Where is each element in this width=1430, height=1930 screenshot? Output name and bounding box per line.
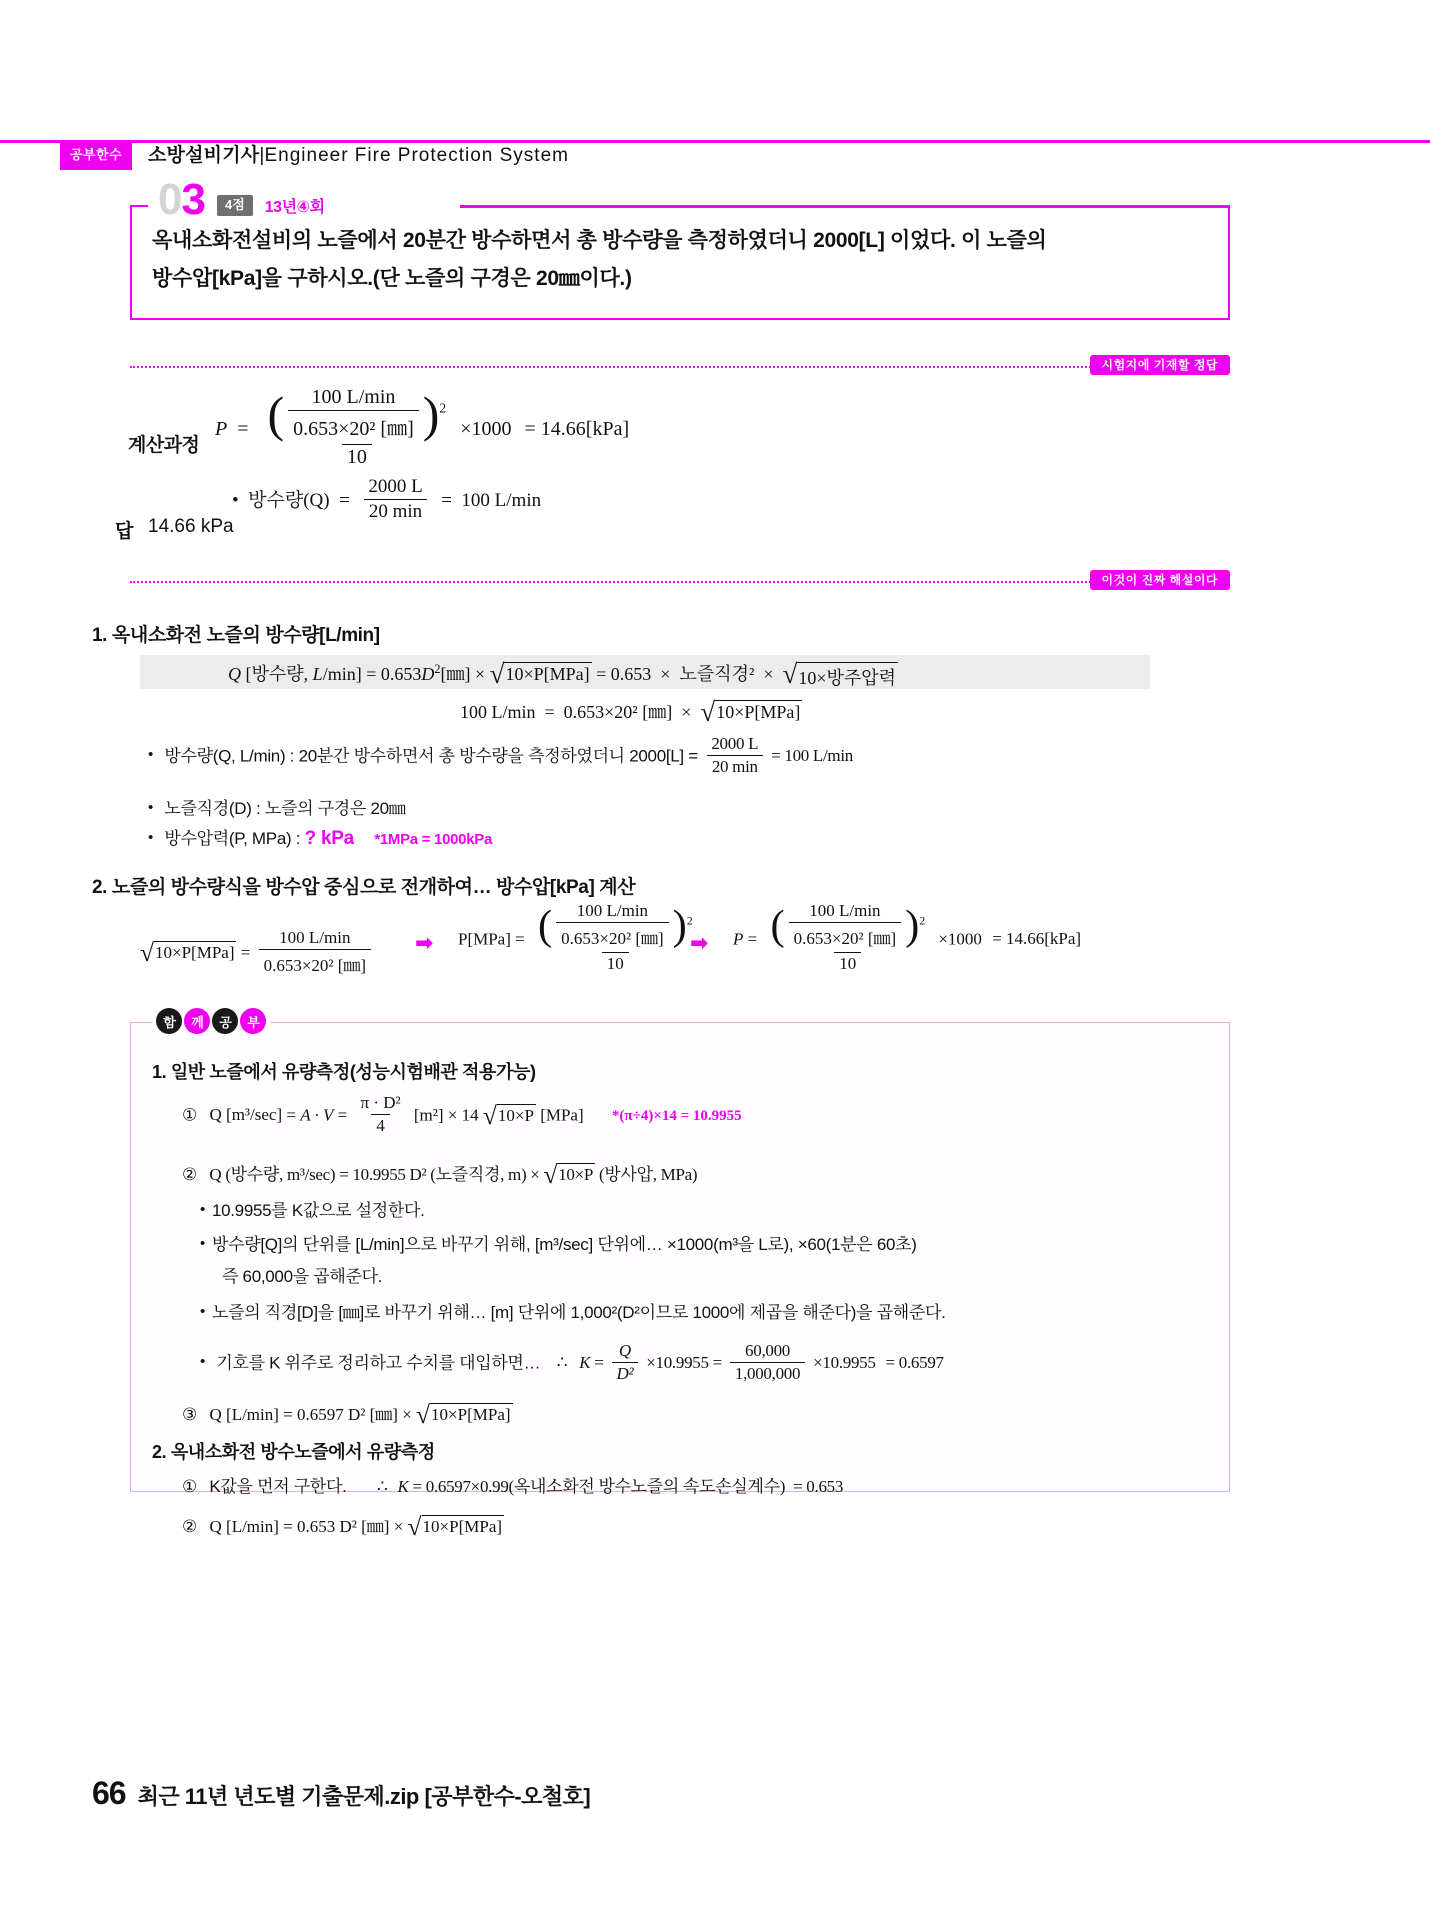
flow-numerator: 2000 L <box>368 476 423 497</box>
sc-rparen: ) <box>905 902 920 950</box>
year-badge: 13년④회 <box>264 199 325 216</box>
sl3-eq: = <box>283 1405 293 1424</box>
sc-den: 10 <box>834 952 861 974</box>
study-item-2-title: 2. 옥내소화전 방수노즐에서 유량측정 <box>152 1442 435 1462</box>
sl1-note: *(π÷4)×14 = 10.9955 <box>611 1108 742 1125</box>
sl3-times: × <box>402 1405 412 1424</box>
question-rule-left <box>130 205 148 207</box>
bf-sup: 2 <box>434 662 441 676</box>
bf-rtimes2: × <box>758 664 779 684</box>
sl5-lhs: Q [L/min] <box>209 1517 279 1536</box>
main-formula <box>215 385 630 471</box>
flow-result: 100 L/min <box>461 489 542 511</box>
answer-label: 답 <box>115 521 134 542</box>
bf-coef: 0.653 <box>380 664 422 684</box>
explanation-divider <box>130 570 1230 594</box>
sl1-eq1: = <box>286 1105 296 1125</box>
study-line-4 <box>182 1472 843 1497</box>
question-number-group <box>152 175 331 224</box>
bf-eq2: = <box>596 664 607 684</box>
bullet-3-highlight: ? kPa <box>304 828 354 849</box>
equals-sign: = <box>232 418 254 441</box>
bullet-flow-rate <box>148 736 853 779</box>
sl1-lhs: Q [m³/sec] <box>209 1105 283 1125</box>
bullet-1-fraction <box>702 734 853 776</box>
bf-sqrt2 <box>782 658 899 690</box>
bf-radicand: 10×P[MPa] <box>504 662 591 689</box>
sl2-text: Q (방수량, m³/sec) = 10.9955 D² (노즐직경, m) × <box>209 1165 540 1184</box>
kf-num: Q <box>618 1341 631 1360</box>
b1-num: 2000 L <box>711 734 759 753</box>
dotted-rule <box>130 366 1230 368</box>
sl1-radicand: 10×P <box>497 1104 536 1130</box>
kf-frac2 <box>730 1341 805 1384</box>
study-sub-bullet-3: 즉 60,000을 곱해준다. <box>222 1267 383 1286</box>
title-separator: | <box>259 145 265 166</box>
formula-result: = 14.66[kPa] <box>524 418 630 441</box>
sl4-eq: = <box>412 1477 422 1496</box>
sl2-body <box>209 1160 698 1190</box>
sc-lhs: P <box>733 929 744 949</box>
sc-inner-num: 100 L/min <box>809 901 881 920</box>
sl3-lhs: Q [L/min] <box>209 1405 279 1424</box>
sub-coef: 0.653×20² <box>563 702 638 722</box>
sl4-marker: ① <box>182 1477 197 1496</box>
flow-rate-label: 방수량(Q) <box>248 489 330 511</box>
calc-process-label: 계산과정 <box>128 435 200 456</box>
sb5-text: 기호를 K 위주로 정리하고 수치를 대입하면… <box>216 1353 541 1373</box>
step-b-formula <box>458 901 702 976</box>
sc-eq: = <box>747 929 758 949</box>
page-footer <box>92 1775 590 1812</box>
sc-result: = 14.66[kPa] <box>992 929 1082 949</box>
main-fraction <box>263 385 452 469</box>
study-item-1-title: 1. 일반 노즐에서 유량측정(성능시험배관 적용가능) <box>152 1062 536 1082</box>
bf-rcoef: 0.653 <box>610 664 652 684</box>
flow-equals-2: = <box>436 489 457 511</box>
sb-eq: = <box>515 929 525 949</box>
sl2-radicand: 10×P <box>557 1163 595 1189</box>
sl5-radicand: 10×P[MPa] <box>422 1515 504 1541</box>
substituted-formula <box>460 698 802 727</box>
left-paren: ( <box>267 385 285 442</box>
sl3-marker: ③ <box>182 1405 198 1424</box>
kf-prefix: ∴ <box>556 1353 568 1373</box>
sc-lparen: ( <box>770 902 785 950</box>
sb-rparen: ) <box>672 902 687 950</box>
sl4-prefix: ∴ <box>377 1477 388 1496</box>
study-line-5 <box>182 1512 504 1541</box>
sl3-radicand: 10×P[MPa] <box>430 1403 512 1429</box>
study-sub-bullet-2: • 방수량[Q]의 단위를 [L/min]으로 바꾸기 위해, [m³/sec] 단위에… ×1000(m³을 L로), ×60(1분은 60초) <box>200 1230 917 1255</box>
publisher-tag: 공부한수 <box>60 140 132 170</box>
bullet-1-text: : 20분간 방수하면서 총 방수량을 측정하였더니 2000[L] = <box>289 746 698 766</box>
sub-radicand: 10×P[MPa] <box>715 700 802 727</box>
sl5-marker: ② <box>182 1517 198 1536</box>
radical-sign-6: √ <box>543 1160 558 1190</box>
flow-fraction <box>363 476 427 523</box>
study-sub-bullet-1: • 10.9955를 K값으로 설정한다. <box>200 1196 425 1221</box>
sub-eq: = <box>540 702 560 722</box>
inner-numerator: 100 L/min <box>311 386 396 408</box>
sa-num: 100 L/min <box>279 928 351 947</box>
sub-lhs: 100 L/min <box>460 702 536 722</box>
inner-denominator: 0.653×20² [㎜] <box>288 410 419 441</box>
radical-sign-7: √ <box>416 1400 431 1430</box>
study-tab-3: 공 <box>212 1008 238 1034</box>
kf-eq2: = <box>712 1353 722 1373</box>
flow-rate-formula <box>232 478 541 525</box>
sl3-coef: 0.6597 D² <box>297 1405 366 1424</box>
study-tab-4: 부 <box>240 1008 266 1034</box>
flow-equals: = <box>334 489 355 511</box>
kf-num2: 60,000 <box>745 1341 790 1360</box>
bf-q: Q <box>228 664 241 684</box>
b1-den: 20 min <box>707 755 763 777</box>
bf-left-text: [방수량, L/min] <box>241 664 362 684</box>
question-text <box>152 222 1202 298</box>
sc-inner-frac <box>789 901 902 949</box>
bf-unit: [㎜] <box>440 664 471 684</box>
flow-denominator: 20 min <box>364 499 427 523</box>
sl4-lhs: K <box>397 1477 409 1496</box>
sb-den: 10 <box>602 952 629 974</box>
right-paren: ) <box>422 385 440 442</box>
title-korean: 소방설비기사 <box>148 145 260 166</box>
sc-sup: 2 <box>919 914 926 928</box>
answer-value: 14.66 kPa <box>148 516 234 537</box>
sc-mult: ×1000 <box>938 929 982 949</box>
sb-frac <box>533 903 698 974</box>
bf-var: D <box>421 664 435 684</box>
bf-times: × <box>474 664 486 684</box>
page-header <box>0 140 1430 172</box>
sb-num <box>533 903 698 952</box>
k-formula <box>556 1341 944 1383</box>
arrow-2-icon: ➡ <box>690 930 709 955</box>
sl4-expr: 0.6597×0.99(옥내소화전 방수노즐의 속도손실계수) <box>425 1477 786 1496</box>
sub-sqrt <box>700 697 802 728</box>
bf-rvar: 노즐직경² <box>679 664 755 684</box>
kf-eq: = <box>594 1353 604 1373</box>
study-line-2 <box>182 1160 697 1189</box>
study-line-3 <box>182 1400 513 1429</box>
sl1-eq2: = <box>337 1105 348 1125</box>
step-c-formula <box>733 901 1082 976</box>
sl1-den: 4 <box>371 1114 390 1136</box>
sa-den: 0.653×20² [㎜] <box>259 949 372 976</box>
sl4-result: = 0.653 <box>793 1477 844 1496</box>
bullet-3-text: : <box>295 829 301 848</box>
study-sub-bullet-4: • 노즐의 직경[D]을 [㎜]로 바꾸기 위해… [m] 단위에 1,000²(D²이므로 1000에 제곱을 해준다)을 곱해준다. <box>200 1298 946 1323</box>
page-number: 66 <box>92 1775 126 1811</box>
sa-frac <box>259 928 372 976</box>
sb-sup: 2 <box>686 914 693 928</box>
footer-text: 최근 11년 년도별 기출문제.zip [공부한수-오철호] <box>137 1784 591 1809</box>
sl5-times: × <box>393 1517 404 1536</box>
bullet-nozzle-diameter <box>148 794 405 819</box>
sl3-unit: [㎜] <box>369 1405 398 1424</box>
sl1-av: A · V <box>300 1105 334 1125</box>
study-sub-bullet-5 <box>200 1343 944 1386</box>
sl1-times: × 14 <box>447 1105 479 1125</box>
bf-rtimes: × <box>655 664 675 684</box>
bullet-3-label: 방수압력(P, MPa) <box>164 829 292 848</box>
sl5-eq: = <box>283 1517 293 1536</box>
sl3-sqrt <box>416 1400 512 1430</box>
kf-mult: ×10.9955 <box>646 1353 709 1373</box>
question-number-digit: 3 <box>181 175 205 224</box>
radical-sign-3: √ <box>700 697 716 728</box>
step-a-formula <box>140 930 375 978</box>
kf-result: = 0.6597 <box>885 1353 944 1373</box>
main-fraction-denominator: 10 <box>342 444 372 469</box>
question-line-2: 방수압[kPa]을 구하시오.(단 노즐의 구경은 20㎜이다.) <box>152 267 632 290</box>
sub-unit: [㎜] <box>642 702 673 722</box>
sb-lhs: P[MPa] <box>458 929 511 949</box>
score-badge: 4점 <box>217 195 253 216</box>
bullet-marker: • <box>232 489 244 511</box>
sb-lparen: ( <box>538 902 553 950</box>
explanation-tab-badge: 이것이 진짜 해설이다 <box>1090 570 1231 590</box>
radical-sign-4: √ <box>140 938 154 968</box>
sl1-unit2: [MPa] <box>540 1105 584 1125</box>
sb-inner-num: 100 L/min <box>576 901 649 920</box>
sl2-marker: ② <box>182 1165 197 1184</box>
sa-eq: = <box>240 942 251 962</box>
question-number <box>158 175 205 224</box>
sl1-frac <box>356 1093 406 1136</box>
sa-radicand: 10×P[MPa] <box>154 941 236 967</box>
explanation-section-1-title: 1. 옥내소화전 노즐의 방수량[L/min] <box>92 625 380 646</box>
radical-sign-2: √ <box>782 658 798 689</box>
sl1-unit: [m²] <box>413 1105 444 1125</box>
kf-lhs: K <box>579 1353 591 1373</box>
sl5-sqrt <box>407 1512 504 1542</box>
sub-times: × <box>676 702 696 722</box>
answer-divider <box>130 355 1230 379</box>
bullet-1-label: 방수량(Q, L/min) <box>164 746 286 766</box>
radical-sign: √ <box>489 659 505 690</box>
sl4-text: K값을 먼저 구한다. <box>209 1477 347 1496</box>
b1-result: = 100 L/min <box>771 746 853 766</box>
sb-inner-frac <box>556 901 669 949</box>
formula-lhs: P <box>215 418 228 441</box>
study-tab-group <box>152 1008 270 1034</box>
study-tab-2: 께 <box>184 1008 210 1034</box>
bullet-3-note: *1MPa = 1000kPa <box>374 831 492 848</box>
bf-radicand-2: 10×방주압력 <box>797 662 898 690</box>
sa-sqrt <box>140 938 236 968</box>
kf-den2: 1,000,000 <box>730 1362 805 1384</box>
explanation-section-2-title: 2. 노즐의 방수량식을 방수압 중심으로 전개하여… 방수압[kPa] 계산 <box>92 877 636 898</box>
sl1-num: π · D² <box>360 1093 401 1112</box>
radical-sign-8: √ <box>407 1512 422 1542</box>
bf-eq1: = <box>366 664 377 684</box>
bullet-2-label: 노즐직경(D) <box>164 799 252 818</box>
bullet-2-text: : 노즐의 구경은 20㎜ <box>256 799 406 818</box>
dotted-rule-2 <box>130 581 1230 583</box>
sl1-marker: ① <box>182 1105 198 1125</box>
question-number-zero: 0 <box>158 175 182 224</box>
sc-inner-den: 0.653×20² [㎜] <box>789 922 902 949</box>
inner-fraction <box>288 386 419 441</box>
sb-inner-den: 0.653×20² [㎜] <box>556 922 669 949</box>
bf-sqrt <box>489 659 592 690</box>
banded-formula <box>228 660 898 690</box>
b1-frac <box>706 734 763 777</box>
answer-tab-badge: 시험지에 기재할 정답 <box>1090 355 1231 375</box>
kf-frac <box>612 1341 639 1384</box>
bullet-pressure <box>148 824 492 850</box>
sl2-sqrt <box>543 1160 596 1190</box>
sc-num <box>765 903 930 952</box>
sc-frac <box>765 903 930 974</box>
study-line-1 <box>182 1095 742 1138</box>
sl5-coef: 0.653 D² <box>297 1517 357 1536</box>
sl4-formula <box>377 1477 843 1496</box>
page-title <box>148 142 569 170</box>
sl1-sqrt <box>482 1100 536 1130</box>
sl5-unit: [㎜] <box>361 1517 390 1536</box>
sl2-tail: (방사압, MPa) <box>599 1165 698 1184</box>
main-fraction-numerator <box>263 385 452 444</box>
formula-multiplier: ×1000 <box>460 418 512 441</box>
fraction-exponent: 2 <box>439 400 447 416</box>
title-english: Engineer Fire Protection System <box>264 145 569 166</box>
question-rule-right <box>460 205 1230 208</box>
study-tab-1: 함 <box>156 1008 182 1034</box>
kf-mult2: ×10.9955 <box>813 1353 876 1373</box>
arrow-1-icon: ➡ <box>415 930 434 955</box>
question-line-1: 옥내소화전설비의 노즐에서 20분간 방수하면서 총 방수량을 측정하였더니 2000[L] 이었다. 이 노즐의 <box>152 229 1047 252</box>
radical-sign-5: √ <box>482 1100 497 1130</box>
kf-den: D² <box>612 1362 639 1384</box>
